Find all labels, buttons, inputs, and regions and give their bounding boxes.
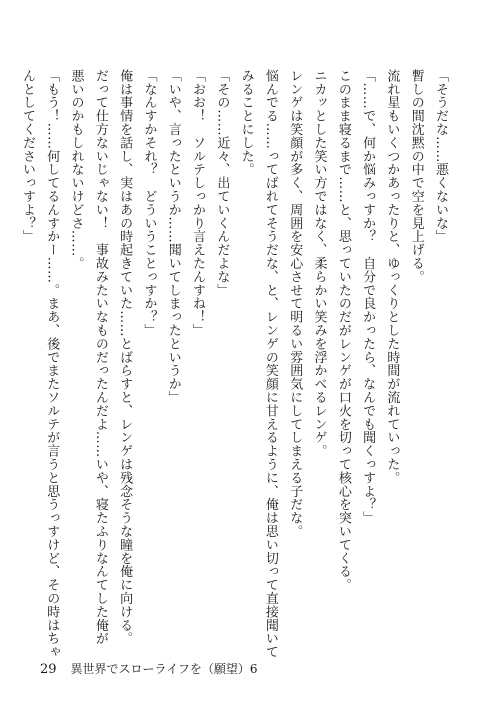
book-title: 異世界でスローライフを（願望）6 [70,662,258,676]
text-line: 悩んでる……ってばれてそうだな、と、レンゲの笑顔に甘えるように、俺は思い切って直接聞いて [262,69,278,659]
text-line: 俺は事情を話し、実はあの時起きていた……とばらすと、レンゲは残念そうな瞳を俺に向ける。 [117,69,133,646]
text-line: 流れ星もいくつかあったりと、ゆっくりとした時間が流れていった。 [384,69,400,485]
text-line: 「もう！……何してるんすかー……。まあ、後でまたソルテが言うと思うっすけど、その時はちゃ [44,69,60,659]
text-line: このまま寝るまで……と、思っていたのだがレンゲが口火を切って核心を突いてくる。 [335,69,351,592]
text-line: みることにした。 [238,69,254,177]
vertical-text-body [15,69,452,659]
text-line: 暫しの間沈黙の中で空を見上げる。 [408,69,424,284]
text-line: レンゲは笑顔が多く、周囲を安心させて明るい雰囲気にしてしまえる子だな。 [287,69,303,538]
text-line: 「なんすかそれ？ どういうことっすか？」 [141,69,157,337]
text-line: 「いや、言ったというか……聞いてしまったというか」 [165,69,181,404]
text-line: 「そうだな……悪くないな」 [433,69,448,244]
text-line: 「おお！ ソルテしっかり言えたんすね！」 [190,69,206,337]
text-line: んとしてくださいっすよ？」 [19,69,35,244]
text-line: だって仕方ないじゃない！ 事故みたいなものだったんだよ……いや、寝たふりなんてした俺が [92,69,108,646]
text-line: ニカッとした笑い方ではなく、柔らかい笑みを浮かべるレンゲ。 [311,69,327,458]
text-line: 「その……近々、出ていくんだよな」 [214,69,230,297]
text-line: 「……で、何か悩みっすか？ 自分で良かったら、なんでも聞くっすよ？」 [360,69,376,525]
page-footer [40,660,257,677]
page-number: 29 [40,662,57,677]
text-line: 悪いのかもしれないけどさ……。 [68,69,84,270]
